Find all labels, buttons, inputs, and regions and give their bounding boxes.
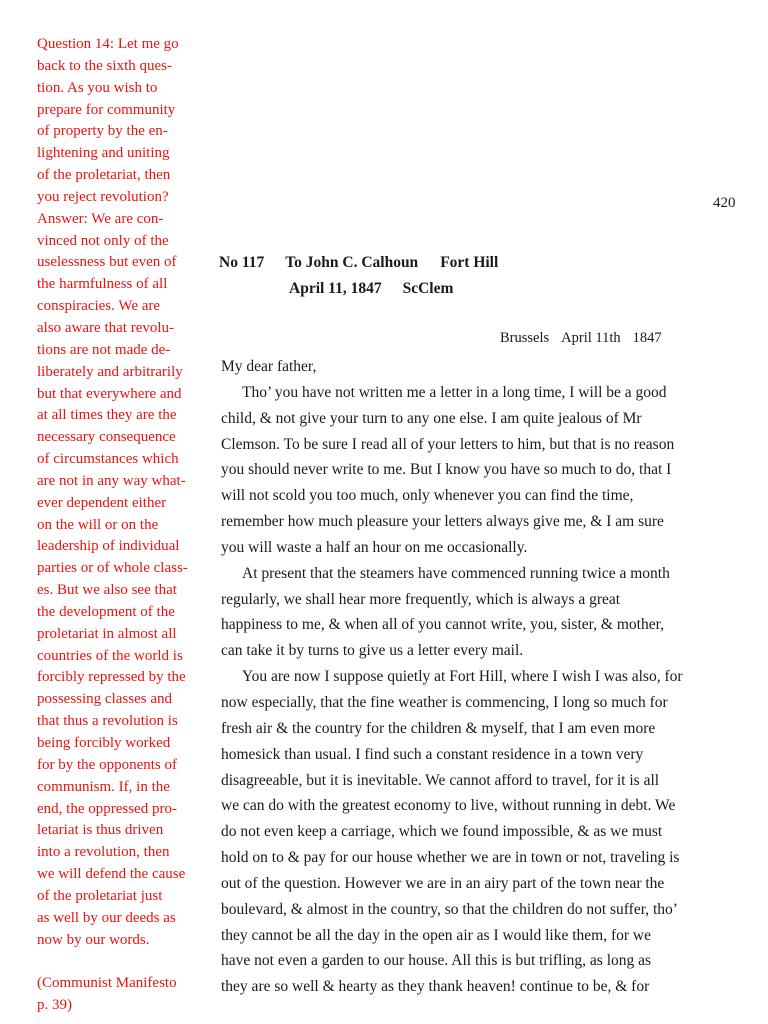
dateline-year: 1847 [632,330,662,346]
annotation-line: uselessness but even of [37,254,177,271]
body-line: will not scold you too much, only whenever you can find the time, [221,487,634,505]
annotation-line: the development of the [37,603,175,620]
annotation-line: liberately and arbitrarily [37,363,183,380]
letter-dateline [500,330,662,347]
body-line: happiness to me, & when all of you cannot write, you, sister, & mother, [221,616,665,634]
annotation-line: tions are not made de- [37,341,171,358]
annotation-line: being forcibly worked [37,735,171,751]
annotation-line: Answer: We are con- [37,210,164,227]
annotation-line: back to the sixth ques- [37,57,172,74]
annotation-line: conspiracies. We are [37,298,161,315]
body-line: fresh air & the country for the children & myself, that I am even more [221,719,656,737]
annotation-line: proletariat in almost all [37,625,177,642]
body-line: you should never write to me. But I know you have so much to do, that I [221,461,672,479]
annotation-line: at all times they are the [37,407,177,424]
body-line: can take it by turns to give us a letter every mail. [221,642,524,660]
body-line: homesick than usual. I find such a constant residence in a town very [221,745,644,763]
body-line: You are now I suppose quietly at Fort Hill, where I wish I was also, for [242,668,683,686]
annotation-line: possessing classes and [37,691,172,708]
body-line: boulevard, & almost in the country, so that the children do not suffer, tho’ [221,900,678,918]
salutation: My dear father, [221,358,317,375]
annotation-line: but that everywhere and [37,385,182,402]
annotation-line: Question 14: Let me go [37,36,179,52]
annotation-line: countries of the world is [37,647,183,664]
annotation-line: that thus a revolution is [37,713,178,730]
document-date: April 11, 1847 [289,280,382,297]
annotation-line: lightening and uniting [37,145,170,162]
annotation-line: are not in any way what- [37,472,186,489]
body-line: out of the question. However we are in an airy part of the town near the [221,874,665,892]
body-line: disagreeable, but it is inevitable. We cannot afford to travel, for it is all [221,771,660,789]
citation-line: p. 39) [37,997,72,1014]
body-line: child, & not give your turn to any one else. I am quite jealous of Mr [221,409,642,427]
body-line: Tho’ you have not written me a letter in a long time, I will be a good [242,383,667,401]
body-line: regularly, we shall hear more frequently, which is always a great [221,590,621,608]
document-destination: Fort Hill [440,254,499,271]
annotation-line: parties or of whole class- [37,560,188,577]
annotation-line: tion. As you wish to [37,79,158,96]
body-line: hold on to & pay for our house whether we are in town or not, traveling is [221,849,680,867]
annotation-line: we will defend the cause [37,866,186,883]
body-line: remember how much pleasure your letters always give me, & I am sure [221,513,664,531]
annotation-line: forcibly repressed by the [37,669,186,686]
annotation-line: prepare for community [37,101,176,118]
body-line: you will waste a half an hour on me occasionally. [221,538,528,556]
body-line: they cannot be all the day in the open air as I would like them, for we [221,926,651,944]
annotation-line: es. But we also see that [37,582,177,599]
annotation-line: communism. If, in the [37,778,170,795]
body-line: they are so well & hearty as they thank heaven! continue to be, & for [221,978,650,996]
annotation-line: end, the oppressed pro- [37,800,177,817]
annotation-line: of the proletariat just [37,887,163,904]
body-line: Clemson. To be sure I read all of your letters to him, but that is no reason [221,435,675,453]
annotation-line: of the proletariat, then [37,167,171,184]
annotation-line: of circumstances which [37,451,179,468]
letter-body [221,354,761,1000]
annotation-line: for by the opponents of [37,756,177,773]
body-line: do not even keep a carriage, which we found impossible, & as we must [221,823,663,841]
annotation-line: as well by our deeds as [37,909,176,926]
annotation-line: the harmfulness of all [37,276,168,293]
annotation-line: also aware that revolu- [37,319,175,336]
annotation-line: now by our words. [37,931,150,948]
annotation-line: you reject revolution? [37,188,169,205]
annotation-line: vinced not only of the [37,232,169,249]
document-header-line-2 [289,280,453,298]
dateline-date: April 11th [561,330,621,346]
dateline-place: Brussels [500,330,550,346]
annotation-line: ever dependent either [37,494,167,511]
page-number: 420 [713,195,736,211]
annotation-line: on the will or on the [37,516,159,533]
body-line: now especially, that the fine weather is commencing, I long so much for [221,693,668,711]
annotation-line: into a revolution, then [37,844,170,861]
document-recipient: To John C. Calhoun [285,254,419,271]
annotation-line: leadership of individual [37,538,180,555]
body-line: At present that the steamers have commenced running twice a month [242,564,670,582]
citation-line: (Communist Manifesto [37,975,177,992]
body-line: we can do with the greatest economy to live, without running in debt. We [221,797,676,815]
document-header-line-1 [219,254,498,272]
body-line: have not even a garden to our house. All this is but trifling, as long as [221,952,652,970]
document-number: No 117 [219,254,265,271]
document-source: ScClem [402,280,454,297]
annotation-line: of property by the en- [37,123,168,140]
annotation-line: letariat is thus driven [37,822,164,839]
annotation-line: necessary consequence [37,429,176,446]
